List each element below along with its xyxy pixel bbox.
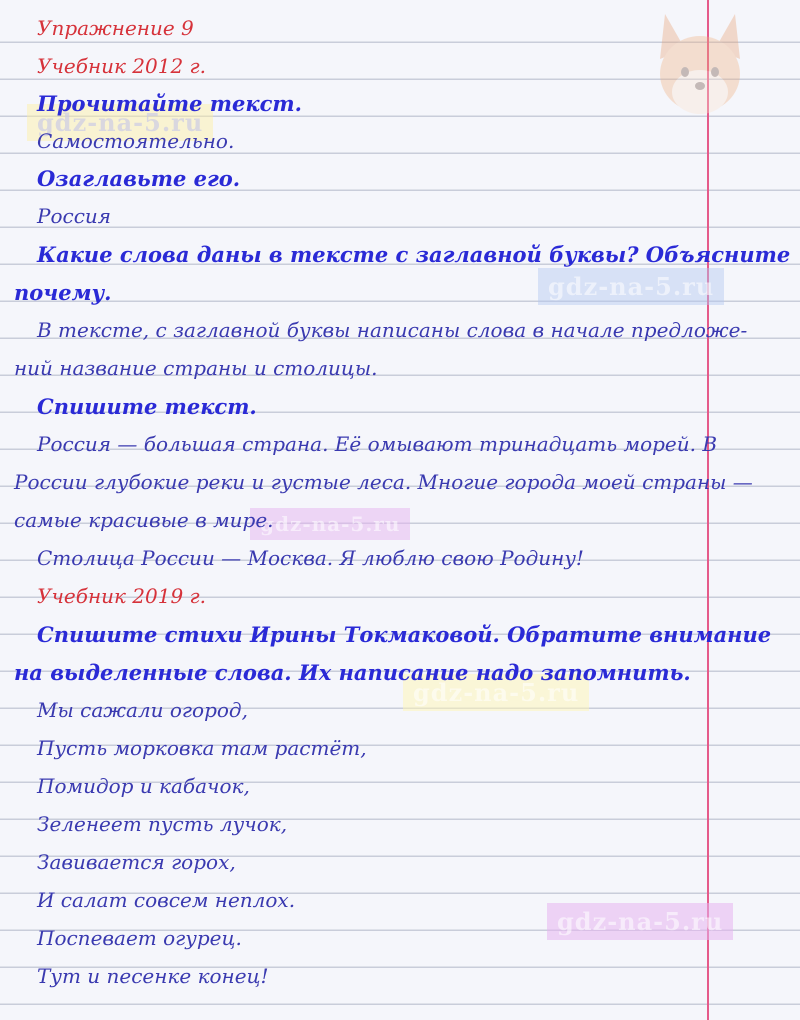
answer-capital-letters-line2: ний название страны и столицы. bbox=[14, 356, 378, 380]
task-copy-text: Спишите текст. bbox=[37, 394, 257, 419]
task-read-text: Прочитайте текст. bbox=[37, 91, 302, 116]
task-capital-letters-line2: почему. bbox=[14, 280, 112, 305]
copied-text-line4: Столица России — Москва. Я люблю свою Родину! bbox=[37, 546, 584, 570]
task-capital-letters-line1: Какие слова даны в тексте с заглавной буквы? Объясните bbox=[37, 242, 791, 267]
watermark: gdz-na-5.ru bbox=[538, 268, 724, 305]
copied-text-line2: России глубокие реки и густые леса. Многие города моей страны — bbox=[14, 470, 753, 494]
copied-text-line3: самые красивые в мире. bbox=[14, 508, 274, 532]
poem-line: Завивается горох, bbox=[37, 850, 236, 874]
copied-text-line1: Россия — большая страна. Её омывают тринадцать морей. В bbox=[37, 432, 718, 456]
corgi-logo-icon bbox=[645, 4, 755, 134]
textbook-2012-heading: Учебник 2012 г. bbox=[37, 54, 207, 78]
answer-title-text: Россия bbox=[37, 204, 112, 228]
watermark: gdz-na-5.ru bbox=[547, 903, 733, 940]
poem-line: Поспевает огурец. bbox=[37, 926, 242, 950]
task-poem-line2: на выделенные слова. Их написание надо запомнить. bbox=[14, 660, 691, 685]
task-poem-line1: Спишите стихи Ирины Токмаковой. Обратите внимание bbox=[37, 622, 772, 647]
answer-capital-letters-line1: В тексте, с заглавной буквы написаны слова в начале предложе- bbox=[37, 318, 748, 342]
task-title-text: Озаглавьте его. bbox=[37, 166, 241, 191]
poem-line: Пусть морковка там растёт, bbox=[37, 736, 367, 760]
poem-line: И салат совсем неплох. bbox=[37, 888, 296, 912]
answer-read-text: Самостоятельно. bbox=[37, 129, 235, 153]
watermark: gdz-na-5.ru bbox=[250, 508, 410, 540]
notebook-margin-line bbox=[707, 0, 709, 1020]
textbook-2019-heading: Учебник 2019 г. bbox=[37, 584, 207, 608]
watermark: gdz-na-5.ru bbox=[27, 104, 213, 141]
exercise-title: Упражнение 9 bbox=[37, 16, 194, 40]
poem-line: Тут и песенке конец! bbox=[37, 964, 269, 988]
watermark: gdz-na-5.ru bbox=[403, 674, 589, 711]
poem-line: Зеленеет пусть лучок, bbox=[37, 812, 288, 836]
poem-line: Мы сажали огород, bbox=[37, 698, 248, 722]
poem-line: Помидор и кабачок, bbox=[37, 774, 250, 798]
